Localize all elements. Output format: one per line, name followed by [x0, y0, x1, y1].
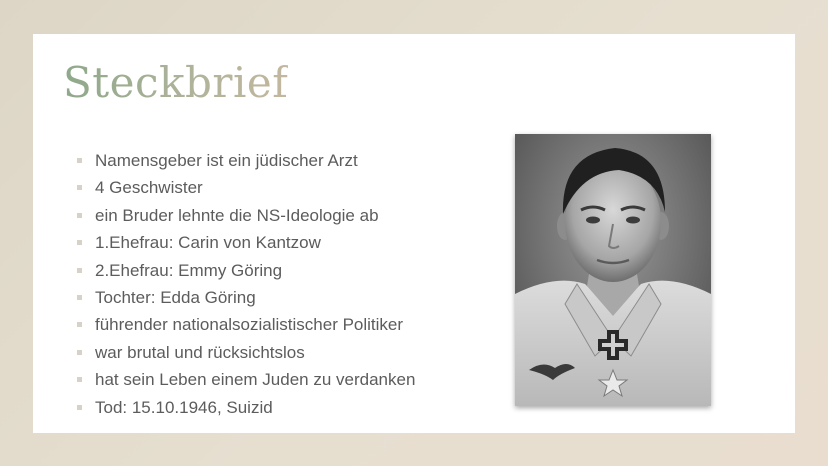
- list-item-text: war brutal und rücksichtslos: [95, 342, 305, 362]
- list-item: [77, 174, 415, 201]
- portrait-image: [515, 134, 711, 406]
- bullet-icon: [77, 268, 82, 273]
- bullet-icon: [77, 213, 82, 218]
- bullet-icon: [77, 322, 82, 327]
- bullet-icon: [77, 185, 82, 190]
- bullet-icon: [77, 350, 82, 355]
- bullet-list: [77, 147, 415, 421]
- list-item-text: 1.Ehefrau: Carin von Kantzow: [95, 233, 321, 253]
- slide-title: Steckbrief: [63, 58, 289, 107]
- list-item-text: Namensgeber ist ein jüdischer Arzt: [95, 151, 358, 170]
- list-item: [77, 147, 415, 174]
- bullet-icon: [77, 377, 82, 382]
- list-item: [77, 339, 415, 366]
- slide: [33, 34, 795, 433]
- bullet-icon: [77, 295, 82, 300]
- list-item-text: Tod: 15.10.1946, Suizid: [95, 397, 273, 417]
- list-item: [77, 284, 415, 311]
- list-item: [77, 257, 415, 284]
- list-item: [77, 394, 415, 421]
- list-item: [77, 229, 415, 256]
- bullet-icon: [77, 240, 82, 245]
- list-item-text: ein Bruder lehnte die NS-Ideologie ab: [95, 205, 379, 225]
- list-item-text: hat sein Leben einem Juden zu verdanken: [95, 370, 416, 390]
- portrait-photo: [515, 134, 711, 406]
- list-item-text: 2.Ehefrau: Emmy Göring: [95, 260, 283, 280]
- list-item-text: führender nationalsozialistischer Politiker: [95, 315, 404, 335]
- list-item-text: 4 Geschwister: [95, 178, 203, 198]
- list-item: [77, 311, 415, 338]
- list-item: [77, 202, 415, 229]
- bullet-icon: [77, 158, 82, 163]
- bullet-icon: [77, 405, 82, 410]
- list-item-text: Tochter: Edda Göring: [95, 287, 256, 307]
- list-item: [77, 366, 415, 393]
